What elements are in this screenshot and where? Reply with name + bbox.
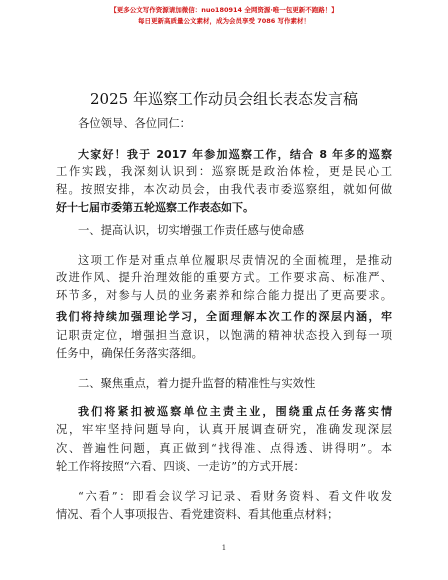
promo-banner-line-2: 每日更新高质量公文素材，成为会员享受 7086 写作素材！ xyxy=(137,17,311,25)
body-line: 轮工作将按照“六看、四谈、一走访”的方式开展： xyxy=(56,460,305,473)
body-line: 二、聚焦重点，着力提升监督的精准性与实效性 xyxy=(78,377,316,390)
body-line: 环节多，对参与人员的业务素养和综合能力提出了更高要求。 xyxy=(56,289,392,302)
body-line: “六看”：即看会议学习记录、看财务资料、看文件收发 xyxy=(78,490,392,503)
body-line: 大家好！我于 2017 年参加巡察工作，结合 8 年多的巡察 xyxy=(78,148,392,161)
body-line: 改进作风、提升治理效能的重要方式。工作要求高、标准严、 xyxy=(56,271,392,284)
body-line: 一、提高认识，切实增强工作责任感与使命感 xyxy=(78,224,304,237)
body-line: 任务中，确保任务落实落细。 xyxy=(56,347,203,360)
body-line: 次、普遍性问题，真正做到“找得准、点得透、讲得明”。本 xyxy=(56,442,392,455)
salutation: 各位领导、各位同仁： xyxy=(78,117,191,130)
body-line: 情况、看个人事项报告、看党建资料、看其他重点材料； xyxy=(56,508,339,521)
body-line: 好十七届市委第五轮巡察工作表态如下。 xyxy=(56,201,254,214)
body-line: 况，牢牢坚持问题导向，认真开展调查研究，准确发现深层 xyxy=(56,423,392,436)
body-line: 工作实践，我深刻认识到：巡察既是政治体检，更是民心工 xyxy=(56,165,392,178)
promo-banner-line-1: 【更多公文写作资源请加微信：nuo180914 全网资源·唯一包更新不跑路！】 xyxy=(110,6,338,14)
body-line: 这项工作是对重点单位履职尽责情况的全面梳理，是推动 xyxy=(78,254,392,267)
body-line: 我们将紧扣被巡察单位主责主业，围绕重点任务落实情 xyxy=(78,405,392,418)
body-line: 记职责定位，增强担当意识，以饱满的精神状态投入到每一项 xyxy=(56,329,392,342)
body-line: 我们将持续加强理论学习，全面理解本次工作的深层内涵，牢 xyxy=(56,310,392,323)
document-title: 2025 年巡察工作动员会组长表态发言稿 xyxy=(90,90,358,108)
page-number: 1 xyxy=(221,544,227,552)
body-line: 程。按照安排，本次动员会，由我代表市委巡察组，就如何做 xyxy=(56,183,392,196)
